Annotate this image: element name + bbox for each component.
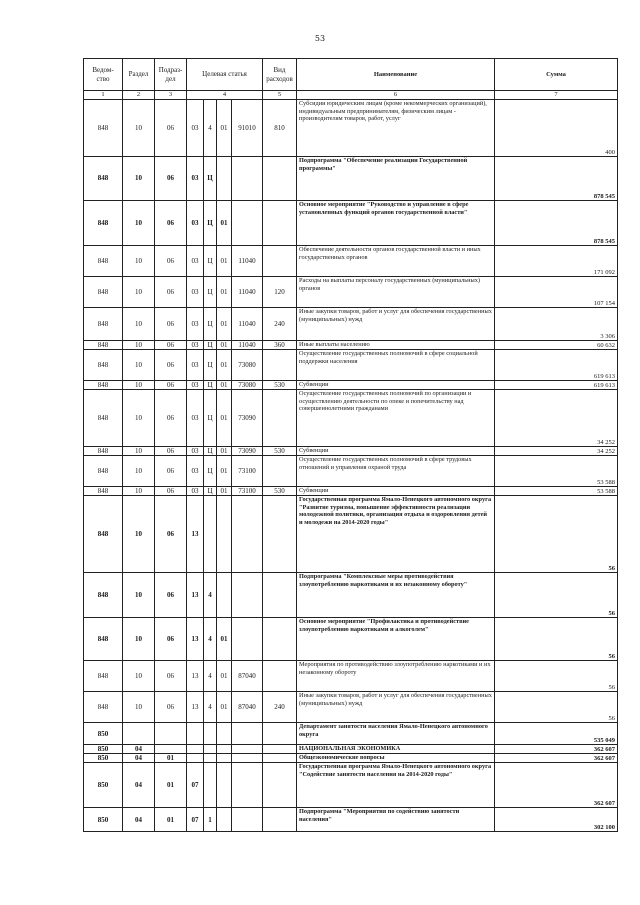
section-cell	[123, 723, 155, 745]
target-article-direction-cell	[232, 573, 263, 618]
section-cell: 04	[123, 763, 155, 808]
dept-cell: 848	[84, 341, 123, 350]
dept-cell: 848	[84, 496, 123, 573]
target-article-event-cell: 01	[217, 308, 232, 341]
table-row	[84, 341, 618, 350]
name-cell: Государственная программа Ямало-Ненецкого автономного округа "Развитие туризма, повышение эффективности реализации молодежной политики, организация отдыха и оздоровления детей и молодежи на 2014-2020 годы"	[297, 496, 495, 573]
expense-type-cell	[263, 754, 297, 763]
subsection-cell: 06	[155, 456, 187, 487]
section-cell: 10	[123, 390, 155, 447]
target-article-program-cell: 03	[187, 350, 204, 381]
name-cell: Мероприятия по противодействию злоупотреблению наркотиками и их незаконному обороту	[297, 661, 495, 692]
target-article-program-cell	[187, 723, 204, 745]
header-sum: Сумма	[495, 59, 618, 91]
dept-cell: 848	[84, 447, 123, 456]
section-cell: 10	[123, 308, 155, 341]
target-article-program-cell: 13	[187, 573, 204, 618]
sum-cell: 362 607	[495, 754, 618, 763]
name-cell: Осуществление государственных полномочий по организации и осуществлению деятельности по опеке и попечительству над совершеннолетними гражданами	[297, 390, 495, 447]
sum-cell: 53 588	[495, 456, 618, 487]
table-row	[84, 487, 618, 496]
sum-cell: 53 588	[495, 487, 618, 496]
target-article-event-cell: 01	[217, 341, 232, 350]
target-article-program-cell: 13	[187, 692, 204, 723]
sum-cell: 362 607	[495, 763, 618, 808]
expense-type-cell	[263, 763, 297, 808]
target-article-direction-cell: 11040	[232, 341, 263, 350]
expense-type-cell	[263, 618, 297, 661]
sum-cell: 619 613	[495, 381, 618, 390]
target-article-event-cell: 01	[217, 618, 232, 661]
target-article-program-cell: 13	[187, 661, 204, 692]
name-cell: Основное мероприятие "Профилактика и противодействие злоупотреблению наркотиками и алкоголем"	[297, 618, 495, 661]
sum-cell: 171 092	[495, 246, 618, 277]
target-article-event-cell	[217, 745, 232, 754]
expense-type-cell	[263, 573, 297, 618]
target-article-event-cell: 01	[217, 381, 232, 390]
dept-cell: 848	[84, 246, 123, 277]
table-row	[84, 754, 618, 763]
target-article-event-cell	[217, 496, 232, 573]
name-cell: Расходы на выплаты персоналу государственных (муниципальных) органов	[297, 277, 495, 308]
dept-cell: 850	[84, 808, 123, 832]
name-cell: Подпрограмма "Обеспечение реализации Государственной программы"	[297, 157, 495, 201]
dept-cell: 848	[84, 661, 123, 692]
target-article-direction-cell: 73090	[232, 447, 263, 456]
header-expense-type: Вид расходов	[263, 59, 297, 91]
table-row	[84, 277, 618, 308]
target-article-direction-cell: 73100	[232, 456, 263, 487]
column-number: 4	[187, 91, 263, 100]
target-article-program-cell: 03	[187, 308, 204, 341]
target-article-direction-cell: 11040	[232, 246, 263, 277]
target-article-program-cell: 03	[187, 341, 204, 350]
subsection-cell: 06	[155, 390, 187, 447]
subsection-cell: 06	[155, 618, 187, 661]
dept-cell: 850	[84, 723, 123, 745]
table-row	[84, 308, 618, 341]
target-article-subprogram-cell: 4	[204, 573, 217, 618]
table-row	[84, 573, 618, 618]
dept-cell: 848	[84, 618, 123, 661]
header-name: Наименование	[297, 59, 495, 91]
subsection-cell: 06	[155, 246, 187, 277]
expense-type-cell	[263, 157, 297, 201]
table-row	[84, 763, 618, 808]
target-article-program-cell	[187, 754, 204, 763]
name-cell: Департамент занятости населения Ямало-Ненецкого автономного округа	[297, 723, 495, 745]
target-article-program-cell: 03	[187, 277, 204, 308]
section-cell: 10	[123, 350, 155, 381]
section-cell: 10	[123, 381, 155, 390]
sum-cell: 34 252	[495, 447, 618, 456]
name-cell: Обеспечение деятельности органов государственной власти и иных государственных органов	[297, 246, 495, 277]
target-article-direction-cell: 91010	[232, 100, 263, 157]
subsection-cell: 06	[155, 573, 187, 618]
section-cell: 10	[123, 277, 155, 308]
table-row	[84, 692, 618, 723]
target-article-subprogram-cell: Ц	[204, 341, 217, 350]
expense-type-cell	[263, 246, 297, 277]
target-article-program-cell: 13	[187, 496, 204, 573]
table-row	[84, 808, 618, 832]
name-cell: Основное мероприятие "Руководство и управление в сфере установленных функций органов государственной власти"	[297, 201, 495, 246]
target-article-event-cell	[217, 763, 232, 808]
expense-type-cell: 810	[263, 100, 297, 157]
dept-cell: 848	[84, 381, 123, 390]
expense-type-cell: 240	[263, 692, 297, 723]
target-article-event-cell: 01	[217, 456, 232, 487]
dept-cell: 848	[84, 487, 123, 496]
name-cell: Иные выплаты населению	[297, 341, 495, 350]
name-cell: Иные закупки товаров, работ и услуг для обеспечения государственных (муниципальных) нужд	[297, 692, 495, 723]
target-article-subprogram-cell: Ц	[204, 350, 217, 381]
target-article-program-cell: 03	[187, 157, 204, 201]
name-cell: Подпрограмма "Комплексные меры противодействия злоупотреблению наркотиками и их незаконному обороту"	[297, 573, 495, 618]
target-article-direction-cell	[232, 723, 263, 745]
header-subsection: Подраз-дел	[155, 59, 187, 91]
table-row	[84, 350, 618, 381]
subsection-cell: 06	[155, 496, 187, 573]
name-cell: Субвенции	[297, 381, 495, 390]
table-row	[84, 456, 618, 487]
target-article-program-cell	[187, 745, 204, 754]
expense-type-cell	[263, 390, 297, 447]
column-number: 1	[84, 91, 123, 100]
sum-cell: 56	[495, 573, 618, 618]
sum-cell: 34 252	[495, 390, 618, 447]
target-article-subprogram-cell: 4	[204, 618, 217, 661]
target-article-subprogram-cell: Ц	[204, 157, 217, 201]
sum-cell: 878 545	[495, 201, 618, 246]
target-article-subprogram-cell	[204, 763, 217, 808]
target-article-subprogram-cell: 4	[204, 692, 217, 723]
subsection-cell: 06	[155, 277, 187, 308]
section-cell: 04	[123, 808, 155, 832]
target-article-program-cell: 07	[187, 808, 204, 832]
section-cell: 10	[123, 201, 155, 246]
dept-cell: 850	[84, 745, 123, 754]
target-article-event-cell: 01	[217, 277, 232, 308]
expense-type-cell	[263, 201, 297, 246]
name-cell: НАЦИОНАЛЬНАЯ ЭКОНОМИКА	[297, 745, 495, 754]
target-article-direction-cell	[232, 496, 263, 573]
subsection-cell: 06	[155, 381, 187, 390]
header-target-article: Целевая статья	[187, 59, 263, 91]
subsection-cell: 06	[155, 661, 187, 692]
expense-type-cell: 530	[263, 487, 297, 496]
target-article-event-cell: 01	[217, 246, 232, 277]
target-article-direction-cell	[232, 201, 263, 246]
target-article-direction-cell	[232, 157, 263, 201]
target-article-event-cell: 01	[217, 390, 232, 447]
subsection-cell: 06	[155, 308, 187, 341]
target-article-event-cell	[217, 808, 232, 832]
dept-cell: 850	[84, 754, 123, 763]
table-row	[84, 201, 618, 246]
subsection-cell: 01	[155, 763, 187, 808]
target-article-direction-cell: 73090	[232, 390, 263, 447]
target-article-subprogram-cell: Ц	[204, 381, 217, 390]
target-article-direction-cell: 87040	[232, 661, 263, 692]
target-article-program-cell: 03	[187, 201, 204, 246]
target-article-program-cell: 07	[187, 763, 204, 808]
target-article-program-cell: 03	[187, 390, 204, 447]
target-article-subprogram-cell: 1	[204, 808, 217, 832]
target-article-event-cell	[217, 723, 232, 745]
page-number: 53	[314, 34, 326, 43]
subsection-cell	[155, 745, 187, 754]
target-article-subprogram-cell: Ц	[204, 487, 217, 496]
subsection-cell: 01	[155, 754, 187, 763]
sum-cell: 619 613	[495, 350, 618, 381]
section-cell: 10	[123, 661, 155, 692]
table-row	[84, 100, 618, 157]
column-number: 2	[123, 91, 155, 100]
target-article-program-cell: 03	[187, 381, 204, 390]
target-article-subprogram-cell	[204, 754, 217, 763]
target-article-program-cell: 13	[187, 618, 204, 661]
target-article-subprogram-cell: Ц	[204, 308, 217, 341]
header-section: Раздел	[123, 59, 155, 91]
section-cell: 10	[123, 100, 155, 157]
table-row	[84, 246, 618, 277]
table-row	[84, 381, 618, 390]
target-article-direction-cell: 73080	[232, 350, 263, 381]
table-row	[84, 745, 618, 754]
column-number: 5	[263, 91, 297, 100]
dept-cell: 848	[84, 692, 123, 723]
expense-type-cell: 240	[263, 308, 297, 341]
table-row	[84, 157, 618, 201]
target-article-direction-cell	[232, 745, 263, 754]
subsection-cell: 06	[155, 201, 187, 246]
section-cell: 10	[123, 447, 155, 456]
section-cell: 10	[123, 341, 155, 350]
expense-type-cell	[263, 745, 297, 754]
name-cell: Осуществление государственных полномочий в сфере социальной поддержки населения	[297, 350, 495, 381]
dept-cell: 848	[84, 350, 123, 381]
table-row	[84, 496, 618, 573]
header-row	[84, 59, 618, 91]
target-article-event-cell: 01	[217, 100, 232, 157]
target-article-program-cell: 03	[187, 246, 204, 277]
dept-cell: 848	[84, 456, 123, 487]
target-article-event-cell	[217, 157, 232, 201]
target-article-direction-cell: 73080	[232, 381, 263, 390]
target-article-subprogram-cell: Ц	[204, 246, 217, 277]
expense-type-cell	[263, 808, 297, 832]
target-article-direction-cell: 87040	[232, 692, 263, 723]
target-article-event-cell: 01	[217, 350, 232, 381]
target-article-subprogram-cell	[204, 496, 217, 573]
dept-cell: 848	[84, 277, 123, 308]
sum-cell: 535 049	[495, 723, 618, 745]
target-article-subprogram-cell: 4	[204, 661, 217, 692]
expense-type-cell	[263, 456, 297, 487]
column-number: 6	[297, 91, 495, 100]
target-article-subprogram-cell	[204, 745, 217, 754]
subsection-cell: 06	[155, 100, 187, 157]
name-cell: Субвенции	[297, 487, 495, 496]
name-cell: Иные закупки товаров, работ и услуг для обеспечения государственных (муниципальных) нужд	[297, 308, 495, 341]
expense-type-cell	[263, 350, 297, 381]
sum-cell: 107 154	[495, 277, 618, 308]
sum-cell: 56	[495, 661, 618, 692]
target-article-direction-cell	[232, 618, 263, 661]
target-article-direction-cell: 11040	[232, 308, 263, 341]
dept-cell: 848	[84, 573, 123, 618]
target-article-event-cell: 01	[217, 661, 232, 692]
target-article-subprogram-cell: Ц	[204, 456, 217, 487]
expense-type-cell: 120	[263, 277, 297, 308]
section-cell: 10	[123, 573, 155, 618]
table-row	[84, 723, 618, 745]
target-article-subprogram-cell: Ц	[204, 447, 217, 456]
sum-cell: 60 632	[495, 341, 618, 350]
target-article-subprogram-cell	[204, 723, 217, 745]
expense-type-cell: 530	[263, 447, 297, 456]
name-cell: Государственная программа Ямало-Ненецкого автономного округа "Содействие занятости населения на 2014-2020 годы"	[297, 763, 495, 808]
section-cell: 04	[123, 754, 155, 763]
section-cell: 10	[123, 157, 155, 201]
name-cell: Осуществление государственных полномочий в сфере трудовых отношений и управления охраной труда	[297, 456, 495, 487]
target-article-direction-cell: 11040	[232, 277, 263, 308]
name-cell: Субсидии юридическим лицам (кроме некоммерческих организаций), индивидуальным предпринимателям, физическим лицам - производителям товаров, работ, услуг	[297, 100, 495, 157]
sum-cell: 56	[495, 692, 618, 723]
section-cell: 10	[123, 456, 155, 487]
target-article-subprogram-cell: Ц	[204, 201, 217, 246]
dept-cell: 848	[84, 100, 123, 157]
table-row	[84, 618, 618, 661]
target-article-event-cell: 01	[217, 692, 232, 723]
subsection-cell	[155, 723, 187, 745]
table-row	[84, 447, 618, 456]
subsection-cell: 06	[155, 157, 187, 201]
subsection-cell: 06	[155, 487, 187, 496]
table-row	[84, 661, 618, 692]
dept-cell: 850	[84, 763, 123, 808]
subsection-cell: 06	[155, 350, 187, 381]
target-article-program-cell: 03	[187, 487, 204, 496]
column-number: 3	[155, 91, 187, 100]
name-cell: Общеэкономические вопросы	[297, 754, 495, 763]
header-dept: Ведом-ство	[84, 59, 123, 91]
section-cell: 10	[123, 692, 155, 723]
target-article-direction-cell	[232, 754, 263, 763]
expense-type-cell: 360	[263, 341, 297, 350]
section-cell: 04	[123, 745, 155, 754]
expense-type-cell	[263, 723, 297, 745]
subsection-cell: 01	[155, 808, 187, 832]
target-article-event-cell	[217, 573, 232, 618]
dept-cell: 848	[84, 157, 123, 201]
sum-cell: 56	[495, 618, 618, 661]
section-cell: 10	[123, 618, 155, 661]
section-cell: 10	[123, 496, 155, 573]
section-cell: 10	[123, 246, 155, 277]
target-article-event-cell	[217, 754, 232, 763]
expense-type-cell	[263, 661, 297, 692]
subsection-cell: 06	[155, 447, 187, 456]
target-article-subprogram-cell: 4	[204, 100, 217, 157]
target-article-event-cell: 01	[217, 201, 232, 246]
target-article-program-cell: 03	[187, 447, 204, 456]
sum-cell: 3 306	[495, 308, 618, 341]
budget-table	[83, 58, 618, 832]
sum-cell: 400	[495, 100, 618, 157]
table-body	[84, 100, 618, 832]
expense-type-cell: 530	[263, 381, 297, 390]
expense-type-cell	[263, 496, 297, 573]
target-article-subprogram-cell: Ц	[204, 390, 217, 447]
dept-cell: 848	[84, 308, 123, 341]
target-article-direction-cell: 73100	[232, 487, 263, 496]
name-cell: Подпрограмма "Мероприятия по содействию занятости населения"	[297, 808, 495, 832]
sum-cell: 362 607	[495, 745, 618, 754]
sum-cell: 302 100	[495, 808, 618, 832]
target-article-direction-cell	[232, 808, 263, 832]
subsection-cell: 06	[155, 692, 187, 723]
dept-cell: 848	[84, 390, 123, 447]
subsection-cell: 06	[155, 341, 187, 350]
table-row	[84, 390, 618, 447]
target-article-program-cell: 03	[187, 456, 204, 487]
sum-cell: 56	[495, 496, 618, 573]
target-article-direction-cell	[232, 763, 263, 808]
sum-cell: 878 545	[495, 157, 618, 201]
target-article-program-cell: 03	[187, 100, 204, 157]
target-article-event-cell: 01	[217, 487, 232, 496]
name-cell: Субвенции	[297, 447, 495, 456]
section-cell: 10	[123, 487, 155, 496]
target-article-event-cell: 01	[217, 447, 232, 456]
dept-cell: 848	[84, 201, 123, 246]
target-article-subprogram-cell: Ц	[204, 277, 217, 308]
column-number: 7	[495, 91, 618, 100]
column-number-row	[84, 91, 618, 100]
